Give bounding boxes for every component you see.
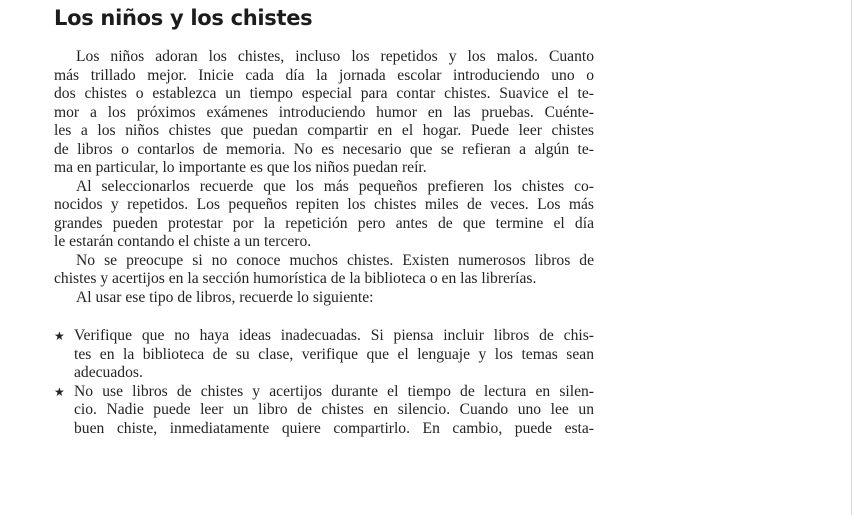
- text-line: tes en la biblioteca de su clase, verifique que el lenguaje y los temas sean: [74, 345, 594, 363]
- text-line: No use libros de chistes y acertijos durante el tiempo de lectura en silen-: [74, 382, 594, 400]
- paragraph-1: [54, 48, 594, 178]
- paragraph-3: [54, 252, 594, 289]
- text-line: dos chistes o establezca un tiempo especial para contar chistes. Suavice el te-: [54, 85, 594, 102]
- list-item: [54, 327, 594, 383]
- text-line: adecuados.: [74, 364, 143, 381]
- text-line: les a los niños chistes que puedan compartir en el hogar. Puede leer chistes: [54, 122, 594, 139]
- paragraph-2: [54, 178, 594, 252]
- text-line: de libros o contarlos de memoria. No es necesario que se refieran a algún te-: [54, 140, 594, 158]
- body-text: [54, 48, 594, 438]
- text-line: Al usar ese tipo de libros, recuerde lo siguiente:: [76, 288, 374, 306]
- text-line: chistes y acertijos en la sección humorística de la biblioteca o en las librerías.: [54, 270, 537, 287]
- paragraph-4: [54, 289, 594, 308]
- page-title: Los niños y los chistes: [54, 6, 313, 30]
- text-line: mor a los próximos exámenes introduciendo humor en las pruebas. Cuénte-: [54, 103, 594, 121]
- text-line: Al seleccionarlos recuerde que los más pequeños prefieren los chistes co-: [76, 177, 594, 195]
- star-icon: ★: [54, 384, 65, 399]
- text-line: grandes pueden protestar por la repetición pero antes de que termine el día: [54, 214, 594, 232]
- list-item: [54, 383, 594, 439]
- star-icon: ★: [54, 329, 65, 343]
- text-line: cio. Nadie puede leer un libro de chistes en silencio. Cuando uno lee un: [74, 401, 594, 418]
- text-line: No se preocupe si no conoce muchos chistes. Existen numerosos libros de: [76, 251, 594, 269]
- text-line: ma en particular, lo importante es que los niños puedan reír.: [54, 159, 427, 176]
- text-line: le estarán contando el chiste a un tercero.: [54, 233, 312, 250]
- paragraph-gap: [54, 307, 594, 327]
- page-edge-divider: [851, 0, 852, 515]
- text-line: más trillado mejor. Inicie cada día la jornada escolar introduciendo uno o: [54, 66, 594, 84]
- text-line: Los niños adoran los chistes, incluso los repetidos y los malos. Cuanto: [76, 48, 594, 65]
- text-line: Verifique que no haya ideas inadecuadas. Si piensa incluir libros de chis-: [74, 327, 594, 344]
- text-line: nocidos y repetidos. Los pequeños repiten los chistes miles de veces. Los más: [54, 196, 594, 213]
- text-line: buen chiste, inmediatamente quiere compartirlo. En cambio, puede esta-: [74, 419, 594, 437]
